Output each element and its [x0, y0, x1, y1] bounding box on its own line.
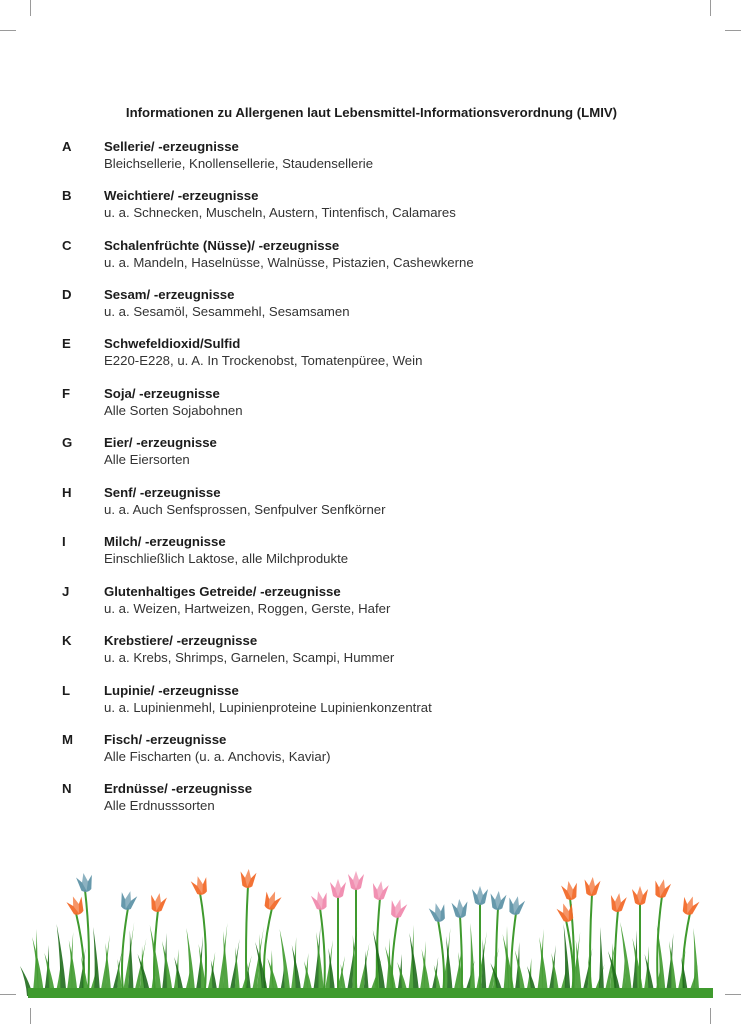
allergen-entry — [0, 485, 741, 525]
allergen-description: Bleichsellerie, Knollensellerie, Staudensellerie — [104, 156, 374, 171]
tulip-bloom — [451, 898, 469, 918]
allergen-name: Weichtiere/ -erzeugnisse — [104, 188, 259, 203]
allergen-entry — [0, 336, 741, 376]
tulip-bloom — [65, 894, 87, 917]
allergen-name: Sellerie/ -erzeugnisse — [104, 139, 239, 154]
tulip-bloom — [506, 895, 526, 917]
tulip-bloom — [371, 880, 389, 901]
allergen-name: Fisch/ -erzeugnisse — [104, 732, 227, 747]
allergen-entry — [0, 584, 741, 624]
tulip-bloom — [556, 901, 577, 924]
allergen-description: u. a. Krebs, Shrimps, Garnelen, Scampi, Hummer — [104, 650, 395, 665]
allergen-description: E220-E228, u. A. In Trockenobst, Tomatenpüree, Wein — [104, 353, 423, 368]
allergen-entry — [0, 683, 741, 723]
tulip-bloom — [190, 874, 210, 896]
tulip-bloom — [330, 879, 346, 898]
allergen-name: Soja/ -erzeugnisse — [104, 386, 220, 401]
allergen-description: u. a. Schnecken, Muscheln, Austern, Tintenfisch, Calamares — [104, 205, 456, 220]
tulip-bloom — [561, 880, 580, 901]
grass-blade — [576, 940, 582, 996]
allergen-name: Schalenfrüchte (Nüsse)/ -erzeugnisse — [104, 238, 340, 253]
allergen-description: Alle Eiersorten — [104, 452, 190, 467]
allergen-letter: E — [62, 336, 71, 351]
allergen-letter: I — [62, 534, 66, 549]
tulip-bloom — [388, 897, 408, 919]
allergen-letter: G — [62, 435, 73, 450]
allergen-description: Alle Erdnusssorten — [104, 798, 215, 813]
allergen-letter: C — [62, 238, 72, 253]
allergen-entry — [0, 534, 741, 574]
grass-blade — [223, 931, 229, 996]
allergen-entry — [0, 435, 741, 475]
crop-mark — [710, 1008, 711, 1024]
crop-mark — [30, 1008, 31, 1024]
allergen-letter: A — [62, 139, 72, 154]
allergen-entry — [0, 139, 741, 179]
allergen-description: Alle Fischarten (u. a. Anchovis, Kaviar) — [104, 749, 331, 764]
allergen-name: Eier/ -erzeugnisse — [104, 435, 217, 450]
allergen-letter: H — [62, 485, 72, 500]
tulip-bloom — [632, 886, 648, 905]
grass-blade — [598, 927, 604, 996]
allergen-entry — [0, 781, 741, 821]
allergen-letter: F — [62, 386, 71, 401]
allergen-entry — [0, 188, 741, 228]
allergen-name: Milch/ -erzeugnisse — [104, 534, 226, 549]
allergen-name: Erdnüsse/ -erzeugnisse — [104, 781, 253, 796]
allergen-description: Einschließlich Laktose, alle Milchprodukte — [104, 551, 349, 566]
allergen-description: u. a. Lupinienmehl, Lupinienproteine Lupinienkonzentrat — [104, 700, 432, 715]
allergen-entry — [0, 287, 741, 327]
allergen-name: Lupinie/ -erzeugnisse — [104, 683, 239, 698]
flower-meadow-illustration — [0, 850, 741, 1000]
tulip-bloom — [148, 892, 167, 913]
allergen-description: u. a. Mandeln, Haselnüsse, Walnüsse, Pistazien, Cashewkerne — [104, 255, 474, 270]
allergen-name: Sesam/ -erzeugnisse — [104, 287, 235, 302]
allergen-entry — [0, 633, 741, 673]
tulip-bloom — [239, 868, 257, 888]
grass-blade — [280, 929, 291, 996]
tulip-blooms — [65, 868, 700, 924]
tulip-bloom — [76, 872, 95, 893]
tulip-bloom — [679, 894, 700, 917]
allergen-description: u. a. Sesamöl, Sesammehl, Sesamsamen — [104, 304, 350, 319]
allergen-name: Schwefeldioxid/Sulfid — [104, 336, 241, 351]
allergen-description: u. a. Weizen, Hartweizen, Roggen, Gerste, Hafer — [104, 601, 391, 616]
allergen-description: u. a. Auch Senfsprossen, Senfpulver Senfkörner — [104, 502, 386, 517]
grass-blade — [693, 928, 699, 996]
allergen-letter: B — [62, 188, 72, 203]
grass-blade — [469, 923, 475, 996]
tulip-bloom — [609, 892, 627, 913]
tulip-bloom — [583, 876, 601, 896]
allergen-letter: L — [62, 683, 71, 698]
tulip-bloom — [652, 878, 672, 900]
tulip-bloom — [428, 901, 448, 923]
allergen-letter: M — [62, 732, 73, 747]
tulip-bloom — [348, 871, 364, 890]
grass-ground — [28, 988, 713, 998]
page-title: Informationen zu Allergenen laut Lebensmittel-Informationsverordnung (LMIV) — [125, 105, 618, 120]
grass-blade — [620, 922, 632, 996]
allergen-entry — [0, 386, 741, 426]
tulip-bloom — [310, 890, 330, 912]
allergen-letter: N — [62, 781, 72, 796]
allergen-letter: J — [62, 584, 70, 599]
allergen-entry — [0, 732, 741, 772]
allergen-name: Glutenhaltiges Getreide/ -erzeugnisse — [104, 584, 341, 599]
allergen-entry — [0, 238, 741, 278]
tulip-bloom — [472, 886, 488, 905]
tulip-bloom — [118, 889, 138, 911]
allergen-letter: K — [62, 633, 72, 648]
tulip-bloom — [489, 890, 507, 910]
allergen-name: Krebstiere/ -erzeugnisse — [104, 633, 258, 648]
allergen-description: Alle Sorten Sojabohnen — [104, 403, 243, 418]
allergen-name: Senf/ -erzeugnisse — [104, 485, 221, 500]
allergen-letter: D — [62, 287, 72, 302]
tulip-bloom — [261, 889, 283, 912]
